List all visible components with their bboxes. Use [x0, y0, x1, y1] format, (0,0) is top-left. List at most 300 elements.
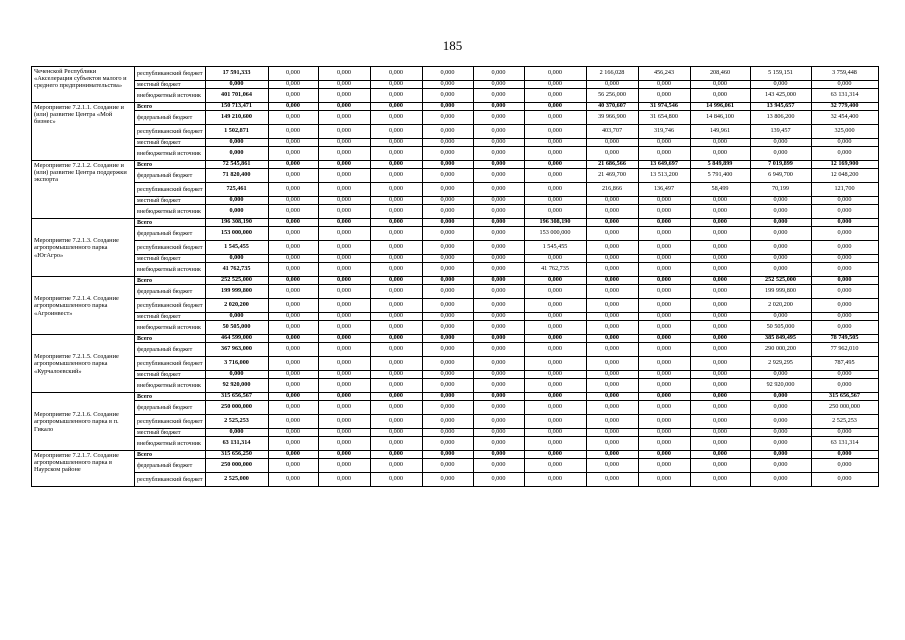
value-cell: 0,000: [269, 357, 319, 371]
value-cell: 0,000: [525, 437, 587, 451]
value-cell: 0,000: [639, 313, 691, 321]
total-cell: 63 131,314: [206, 437, 269, 451]
value-cell: 0,000: [319, 263, 371, 277]
value-cell: 0,000: [319, 335, 371, 343]
value-cell: 0,000: [751, 451, 812, 459]
total-cell: 0,000: [206, 255, 269, 263]
value-cell: 63 131,314: [812, 89, 879, 103]
total-cell: 3 716,000: [206, 357, 269, 371]
value-cell: 0,000: [269, 437, 319, 451]
table-row: [32, 379, 879, 393]
funding-source-cell: внебюджетный источник: [135, 205, 206, 219]
value-cell: 14 846,100: [691, 111, 751, 125]
value-cell: 0,000: [371, 263, 423, 277]
value-cell: 0,000: [587, 437, 639, 451]
funding-source-cell: Всего: [135, 335, 206, 343]
value-cell: 0,000: [474, 125, 525, 139]
value-cell: 0,000: [751, 401, 812, 415]
value-cell: 0,000: [691, 379, 751, 393]
value-cell: 0,000: [639, 139, 691, 147]
value-cell: 0,000: [639, 205, 691, 219]
funding-source-cell: внебюджетный источник: [135, 437, 206, 451]
total-cell: 0,000: [206, 313, 269, 321]
value-cell: 153 000,000: [525, 227, 587, 241]
value-cell: 0,000: [319, 459, 371, 473]
value-cell: 0,000: [751, 393, 812, 401]
total-cell: 50 505,000: [206, 321, 269, 335]
value-cell: 0,000: [525, 103, 587, 111]
value-cell: 0,000: [587, 205, 639, 219]
value-cell: 32 454,400: [812, 111, 879, 125]
value-cell: 0,000: [691, 263, 751, 277]
table-row: [32, 81, 879, 89]
funding-source-cell: федеральный бюджет: [135, 343, 206, 357]
value-cell: 0,000: [525, 125, 587, 139]
value-cell: 0,000: [691, 473, 751, 487]
value-cell: 32 779,400: [812, 103, 879, 111]
value-cell: 0,000: [691, 459, 751, 473]
value-cell: 0,000: [269, 473, 319, 487]
total-cell: 41 762,735: [206, 263, 269, 277]
value-cell: 0,000: [691, 241, 751, 255]
total-cell: 0,000: [206, 371, 269, 379]
value-cell: 0,000: [751, 437, 812, 451]
table-row: [32, 357, 879, 371]
value-cell: 0,000: [812, 371, 879, 379]
value-cell: 0,000: [639, 437, 691, 451]
value-cell: 0,000: [751, 263, 812, 277]
value-cell: 63 131,314: [812, 437, 879, 451]
value-cell: 78 749,505: [812, 335, 879, 343]
event-name-cell: Мероприятие 7.2.1.3. Создание агропромышленного парка «ЮгАгро»: [32, 219, 135, 277]
value-cell: 0,000: [371, 415, 423, 429]
value-cell: 0,000: [587, 81, 639, 89]
value-cell: 0,000: [371, 183, 423, 197]
event-name-cell: Мероприятие 7.2.1.6. Создание агропромышленного парка в п. Гикало: [32, 393, 135, 451]
value-cell: 1 545,455: [525, 241, 587, 255]
value-cell: 0,000: [587, 343, 639, 357]
value-cell: 0,000: [371, 357, 423, 371]
funding-source-cell: внебюджетный источник: [135, 89, 206, 103]
value-cell: 0,000: [269, 197, 319, 205]
value-cell: 77 962,010: [812, 343, 879, 357]
value-cell: 0,000: [269, 227, 319, 241]
value-cell: 0,000: [525, 139, 587, 147]
funding-source-cell: внебюджетный источник: [135, 263, 206, 277]
value-cell: 56 256,000: [587, 89, 639, 103]
value-cell: 0,000: [587, 241, 639, 255]
value-cell: 0,000: [423, 335, 474, 343]
value-cell: 0,000: [525, 205, 587, 219]
funding-source-cell: внебюджетный источник: [135, 147, 206, 161]
value-cell: 0,000: [319, 227, 371, 241]
total-cell: 315 656,250: [206, 451, 269, 459]
value-cell: 0,000: [587, 321, 639, 335]
budget-table: [31, 66, 879, 487]
value-cell: 0,000: [639, 451, 691, 459]
funding-source-cell: местный бюджет: [135, 429, 206, 437]
page-number: 185: [442, 38, 463, 53]
value-cell: 5 849,899: [691, 161, 751, 169]
value-cell: 0,000: [639, 241, 691, 255]
value-cell: 0,000: [587, 401, 639, 415]
value-cell: 0,000: [269, 343, 319, 357]
value-cell: 0,000: [691, 451, 751, 459]
value-cell: 0,000: [639, 401, 691, 415]
value-cell: 0,000: [319, 357, 371, 371]
value-cell: 136,497: [639, 183, 691, 197]
value-cell: 0,000: [269, 459, 319, 473]
value-cell: 0,000: [423, 89, 474, 103]
value-cell: 0,000: [525, 67, 587, 81]
value-cell: 0,000: [319, 67, 371, 81]
value-cell: 0,000: [525, 451, 587, 459]
value-cell: 0,000: [525, 343, 587, 357]
table-row: [32, 401, 879, 415]
funding-source-cell: федеральный бюджет: [135, 459, 206, 473]
value-cell: 0,000: [474, 147, 525, 161]
value-cell: 0,000: [751, 81, 812, 89]
table-row: [32, 219, 879, 227]
value-cell: 0,000: [474, 161, 525, 169]
event-name-cell: Мероприятие 7.2.1.5. Создание агропромышленного парка «Курчалоевский»: [32, 335, 135, 393]
value-cell: 0,000: [423, 241, 474, 255]
value-cell: 0,000: [371, 393, 423, 401]
value-cell: 0,000: [423, 205, 474, 219]
value-cell: 0,000: [639, 299, 691, 313]
value-cell: 0,000: [474, 111, 525, 125]
value-cell: 0,000: [371, 401, 423, 415]
value-cell: 0,000: [319, 183, 371, 197]
value-cell: 0,000: [269, 81, 319, 89]
table-row: [32, 205, 879, 219]
table-row: [32, 139, 879, 147]
value-cell: 0,000: [319, 219, 371, 227]
value-cell: 0,000: [691, 357, 751, 371]
value-cell: 0,000: [751, 147, 812, 161]
value-cell: 0,000: [639, 357, 691, 371]
value-cell: 0,000: [371, 343, 423, 357]
value-cell: 21 469,700: [587, 169, 639, 183]
value-cell: 0,000: [319, 401, 371, 415]
value-cell: 0,000: [474, 429, 525, 437]
value-cell: 0,000: [474, 379, 525, 393]
value-cell: 0,000: [423, 285, 474, 299]
value-cell: 0,000: [269, 313, 319, 321]
value-cell: 0,000: [474, 89, 525, 103]
table-row: [32, 111, 879, 125]
value-cell: 0,000: [639, 147, 691, 161]
value-cell: 0,000: [269, 379, 319, 393]
table-row: [32, 67, 879, 81]
table-row: [32, 263, 879, 277]
table-row: [32, 393, 879, 401]
value-cell: 0,000: [319, 415, 371, 429]
value-cell: 0,000: [691, 89, 751, 103]
value-cell: 325,000: [812, 125, 879, 139]
value-cell: 12 048,200: [812, 169, 879, 183]
value-cell: 0,000: [474, 415, 525, 429]
value-cell: 0,000: [751, 241, 812, 255]
value-cell: 0,000: [474, 197, 525, 205]
event-name-cell: Мероприятие 7.2.1.2. Создание и (или) развитие Центра поддержки экспорта: [32, 161, 135, 219]
funding-source-cell: республиканский бюджет: [135, 473, 206, 487]
value-cell: 0,000: [525, 89, 587, 103]
funding-source-cell: Всего: [135, 103, 206, 111]
value-cell: 40 370,607: [587, 103, 639, 111]
value-cell: 0,000: [751, 415, 812, 429]
value-cell: 0,000: [269, 393, 319, 401]
value-cell: 0,000: [371, 89, 423, 103]
value-cell: 0,000: [319, 205, 371, 219]
event-name-cell: Мероприятие 7.2.1.1. Создание и (или) развитие Центра «Мой бизнес»: [32, 103, 135, 161]
value-cell: 0,000: [474, 277, 525, 285]
value-cell: 0,000: [371, 285, 423, 299]
table-row: [32, 321, 879, 335]
value-cell: 0,000: [423, 459, 474, 473]
total-cell: 92 920,000: [206, 379, 269, 393]
value-cell: 0,000: [423, 263, 474, 277]
total-cell: 153 000,000: [206, 227, 269, 241]
value-cell: 0,000: [423, 183, 474, 197]
value-cell: 0,000: [319, 111, 371, 125]
value-cell: 0,000: [269, 103, 319, 111]
funding-source-cell: федеральный бюджет: [135, 401, 206, 415]
value-cell: 0,000: [269, 89, 319, 103]
value-cell: 13 649,697: [639, 161, 691, 169]
value-cell: 0,000: [525, 459, 587, 473]
total-cell: 725,461: [206, 183, 269, 197]
value-cell: 0,000: [691, 285, 751, 299]
value-cell: 0,000: [812, 285, 879, 299]
value-cell: 0,000: [474, 401, 525, 415]
table-row: [32, 277, 879, 285]
value-cell: 0,000: [371, 429, 423, 437]
event-name-cell: Мероприятие 7.2.1.4. Создание агропромышленного парка «Агроинвест»: [32, 277, 135, 335]
value-cell: 0,000: [423, 415, 474, 429]
value-cell: 0,000: [319, 169, 371, 183]
value-cell: 0,000: [639, 227, 691, 241]
value-cell: 5 159,151: [751, 67, 812, 81]
table-row: [32, 103, 879, 111]
value-cell: 0,000: [525, 197, 587, 205]
value-cell: 0,000: [371, 371, 423, 379]
value-cell: 0,000: [269, 371, 319, 379]
value-cell: 0,000: [319, 429, 371, 437]
value-cell: 0,000: [751, 219, 812, 227]
value-cell: 0,000: [423, 451, 474, 459]
value-cell: 0,000: [423, 255, 474, 263]
value-cell: 0,000: [319, 313, 371, 321]
value-cell: 0,000: [639, 379, 691, 393]
value-cell: 0,000: [269, 161, 319, 169]
value-cell: 0,000: [371, 255, 423, 263]
value-cell: 58,499: [691, 183, 751, 197]
value-cell: 0,000: [639, 263, 691, 277]
value-cell: 216,866: [587, 183, 639, 197]
value-cell: 0,000: [474, 393, 525, 401]
value-cell: 0,000: [423, 169, 474, 183]
total-cell: 464 599,000: [206, 335, 269, 343]
funding-source-cell: местный бюджет: [135, 139, 206, 147]
value-cell: 0,000: [751, 197, 812, 205]
value-cell: 0,000: [751, 227, 812, 241]
value-cell: 0,000: [587, 335, 639, 343]
value-cell: 0,000: [474, 343, 525, 357]
value-cell: 0,000: [525, 147, 587, 161]
value-cell: 0,000: [474, 451, 525, 459]
total-cell: 1 502,871: [206, 125, 269, 139]
value-cell: 0,000: [691, 255, 751, 263]
value-cell: 0,000: [751, 139, 812, 147]
value-cell: 0,000: [423, 357, 474, 371]
value-cell: 456,243: [639, 67, 691, 81]
value-cell: 0,000: [812, 451, 879, 459]
funding-source-cell: федеральный бюджет: [135, 169, 206, 183]
table-row: [32, 335, 879, 343]
value-cell: 0,000: [423, 111, 474, 125]
value-cell: 0,000: [371, 81, 423, 89]
table-row: [32, 343, 879, 357]
value-cell: 0,000: [269, 451, 319, 459]
value-cell: 0,000: [474, 321, 525, 335]
value-cell: 0,000: [691, 335, 751, 343]
funding-source-cell: местный бюджет: [135, 255, 206, 263]
total-cell: 1 545,455: [206, 241, 269, 255]
value-cell: 0,000: [812, 299, 879, 313]
value-cell: 0,000: [812, 379, 879, 393]
value-cell: 0,000: [474, 473, 525, 487]
value-cell: 0,000: [269, 219, 319, 227]
value-cell: 0,000: [319, 125, 371, 139]
value-cell: 0,000: [269, 125, 319, 139]
event-name-cell: Чеченской Республики «Акселерация субъектов малого и среднего предпринимательства»: [32, 67, 135, 103]
funding-source-cell: республиканский бюджет: [135, 183, 206, 197]
value-cell: 0,000: [371, 111, 423, 125]
value-cell: 0,000: [691, 401, 751, 415]
value-cell: 0,000: [319, 321, 371, 335]
total-cell: 0,000: [206, 197, 269, 205]
value-cell: 0,000: [269, 299, 319, 313]
value-cell: 0,000: [812, 139, 879, 147]
value-cell: 0,000: [423, 277, 474, 285]
table-row: [32, 415, 879, 429]
value-cell: 0,000: [691, 313, 751, 321]
total-cell: 315 656,567: [206, 393, 269, 401]
value-cell: 0,000: [812, 429, 879, 437]
value-cell: 121,700: [812, 183, 879, 197]
value-cell: 0,000: [269, 241, 319, 255]
value-cell: 0,000: [812, 313, 879, 321]
value-cell: 0,000: [587, 429, 639, 437]
funding-source-cell: местный бюджет: [135, 197, 206, 205]
value-cell: 0,000: [751, 371, 812, 379]
value-cell: 0,000: [525, 81, 587, 89]
value-cell: 290 000,200: [751, 343, 812, 357]
value-cell: 0,000: [691, 437, 751, 451]
value-cell: 0,000: [371, 103, 423, 111]
value-cell: 0,000: [371, 335, 423, 343]
value-cell: 0,000: [525, 161, 587, 169]
total-cell: 196 308,190: [206, 219, 269, 227]
value-cell: 3 759,448: [812, 67, 879, 81]
value-cell: 0,000: [423, 393, 474, 401]
value-cell: 0,000: [319, 393, 371, 401]
value-cell: 0,000: [319, 277, 371, 285]
value-cell: 0,000: [639, 473, 691, 487]
value-cell: 0,000: [423, 429, 474, 437]
table-row: [32, 125, 879, 139]
value-cell: 0,000: [269, 263, 319, 277]
total-cell: 2 020,200: [206, 299, 269, 313]
value-cell: 0,000: [371, 473, 423, 487]
funding-source-cell: федеральный бюджет: [135, 285, 206, 299]
value-cell: 0,000: [371, 161, 423, 169]
total-cell: 199 999,800: [206, 285, 269, 299]
value-cell: 0,000: [423, 139, 474, 147]
value-cell: 0,000: [525, 379, 587, 393]
value-cell: 0,000: [587, 285, 639, 299]
value-cell: 0,000: [269, 147, 319, 161]
value-cell: 0,000: [525, 473, 587, 487]
funding-source-cell: местный бюджет: [135, 81, 206, 89]
table-row: [32, 437, 879, 451]
value-cell: 0,000: [269, 183, 319, 197]
table-row: [32, 161, 879, 169]
value-cell: 0,000: [525, 285, 587, 299]
value-cell: 0,000: [691, 277, 751, 285]
value-cell: 0,000: [423, 197, 474, 205]
value-cell: 0,000: [639, 321, 691, 335]
value-cell: 0,000: [474, 139, 525, 147]
value-cell: 0,000: [371, 125, 423, 139]
total-cell: 367 963,000: [206, 343, 269, 357]
value-cell: 0,000: [423, 147, 474, 161]
value-cell: 0,000: [474, 371, 525, 379]
value-cell: 0,000: [812, 147, 879, 161]
funding-source-cell: федеральный бюджет: [135, 227, 206, 241]
value-cell: 0,000: [371, 437, 423, 451]
value-cell: 0,000: [269, 335, 319, 343]
value-cell: 0,000: [371, 219, 423, 227]
value-cell: 0,000: [812, 219, 879, 227]
value-cell: 2 525,253: [812, 415, 879, 429]
value-cell: 0,000: [525, 335, 587, 343]
funding-source-cell: республиканский бюджет: [135, 241, 206, 255]
value-cell: 0,000: [691, 219, 751, 227]
value-cell: 41 762,735: [525, 263, 587, 277]
table-row: [32, 255, 879, 263]
value-cell: 0,000: [474, 219, 525, 227]
value-cell: 0,000: [371, 299, 423, 313]
value-cell: 0,000: [751, 313, 812, 321]
value-cell: 0,000: [423, 125, 474, 139]
value-cell: 0,000: [474, 299, 525, 313]
value-cell: 252 525,000: [751, 277, 812, 285]
value-cell: 0,000: [587, 299, 639, 313]
funding-source-cell: республиканский бюджет: [135, 415, 206, 429]
total-cell: 0,000: [206, 139, 269, 147]
total-cell: 71 820,400: [206, 169, 269, 183]
value-cell: 0,000: [319, 371, 371, 379]
funding-source-cell: республиканский бюджет: [135, 67, 206, 81]
value-cell: 0,000: [371, 227, 423, 241]
value-cell: 2 020,200: [751, 299, 812, 313]
value-cell: 0,000: [269, 255, 319, 263]
value-cell: 0,000: [587, 379, 639, 393]
table-row: [32, 473, 879, 487]
value-cell: 0,000: [639, 255, 691, 263]
